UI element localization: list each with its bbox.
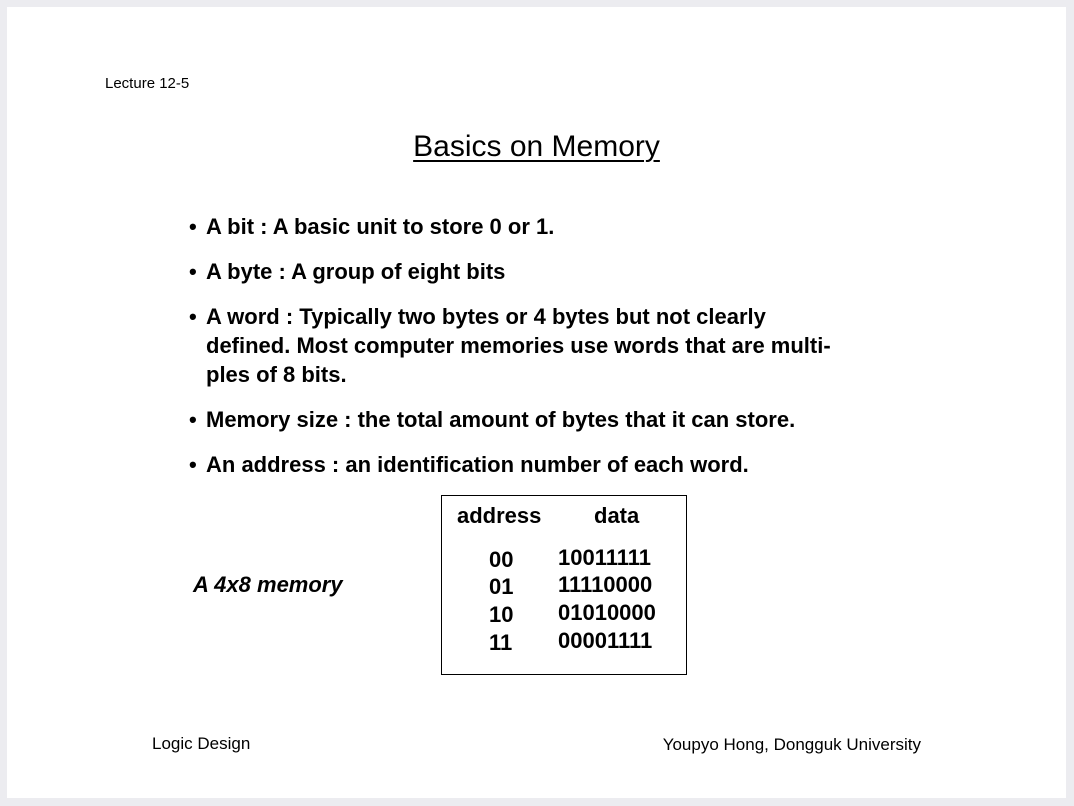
data-header: data xyxy=(594,503,640,528)
data-cell: 01010000 xyxy=(558,600,656,625)
slide xyxy=(7,7,1066,798)
bullet-memory-size xyxy=(189,405,909,434)
bullet-dot: • xyxy=(189,214,197,239)
lecture-label: Lecture 12-5 xyxy=(105,75,190,92)
memory-table xyxy=(441,495,687,675)
address-cell: 00 xyxy=(489,547,514,572)
bullet-byte xyxy=(189,257,909,286)
footer-author: Youpyo Hong, Dongguk University xyxy=(662,735,921,754)
bullet-dot: • xyxy=(189,452,197,477)
data-cell: 00001111 xyxy=(558,628,653,653)
data-cell: 11110000 xyxy=(558,572,653,597)
bullet-text-line: defined. Most computer memories use words that are multi- xyxy=(206,333,831,358)
bullet-dot: • xyxy=(189,407,197,432)
bullet-text-line: ples of 8 bits. xyxy=(206,362,347,387)
bullet-dot: • xyxy=(189,259,197,284)
bullet-dot: • xyxy=(189,304,197,329)
bullet-list xyxy=(189,212,909,495)
address-cell: 10 xyxy=(489,602,514,627)
footer-course: Logic Design xyxy=(152,734,251,753)
bullet-text: Memory size : the total amount of bytes that it can store. xyxy=(206,407,796,432)
address-header: address xyxy=(457,503,542,528)
bullet-bit xyxy=(189,212,909,241)
data-cell: 10011111 xyxy=(558,545,652,570)
address-cell: 01 xyxy=(489,574,514,599)
bullet-text: An address : an identification number of each word. xyxy=(206,452,749,477)
memory-caption: A 4x8 memory xyxy=(193,572,343,597)
slide-title: Basics on Memory xyxy=(413,130,660,163)
bullet-address xyxy=(189,450,909,479)
bullet-text: A bit : A basic unit to store 0 or 1. xyxy=(206,214,555,239)
bullet-text: A byte : A group of eight bits xyxy=(206,259,506,284)
address-cell: 11 xyxy=(489,630,513,655)
bullet-text-line: A word : Typically two bytes or 4 bytes but not clearly xyxy=(206,304,766,329)
bullet-word xyxy=(189,302,909,389)
